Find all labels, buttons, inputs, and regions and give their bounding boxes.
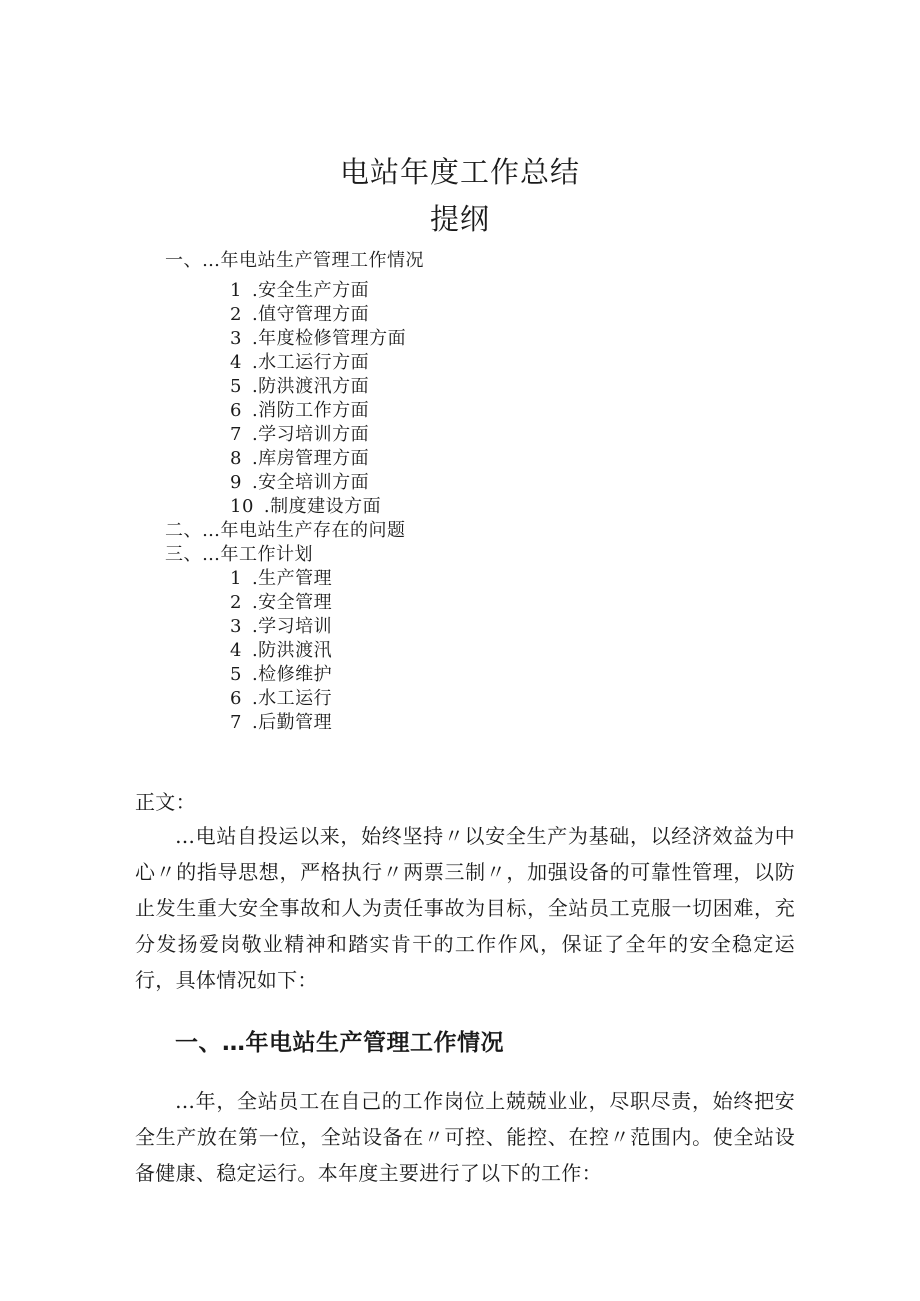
outline-item-number: 4 [230,640,242,661]
outline-item [230,666,332,684]
outline-item-number: 2 [230,592,242,613]
outline-item-number: 2 [230,304,242,325]
outline-item-number: 3 [230,328,242,349]
outline-item [230,330,406,348]
outline-item [230,714,332,732]
outline-item-label: .学习培训 [251,616,333,637]
outline-section-2: 二、…年电站生产存在的问题 [165,520,406,541]
outline-item-label: .水工运行 [251,688,333,709]
outline-item-label: .安全培训方面 [251,472,370,493]
document-title: 电站年度工作总结 [339,155,580,189]
outline-item-label: .生产管理 [251,568,333,589]
outline-item-label: .检修维护 [251,664,333,685]
outline-item [230,570,332,588]
outline-item-number: 6 [230,688,242,709]
outline-section-1: 一、…年电站生产管理工作情况 [165,250,424,271]
outline-item-number: 3 [230,616,242,637]
outline-item [230,378,369,396]
outline-item [230,426,369,444]
outline-item-label: .水工运行方面 [251,352,370,373]
outline-item [230,282,369,300]
outline-item [230,642,332,660]
outline-item-number: 7 [230,712,242,733]
outline-item-number: 6 [230,400,242,421]
outline-item [230,690,332,708]
outline-item-number: 1 [230,568,242,589]
outline-item [230,618,332,636]
section-1-heading: 一、…年电站生产管理工作情况 [175,1030,504,1056]
outline-heading: 提纲 [429,202,490,236]
outline-item-label: .后勤管理 [251,712,333,733]
outline-item-label: .制度建设方面 [263,496,382,517]
outline-item-number: 7 [230,424,242,445]
outline-item-label: .安全管理 [251,592,333,613]
outline-item-number: 9 [230,472,242,493]
outline-item-number: 8 [230,448,242,469]
outline-item-label: .消防工作方面 [251,400,370,421]
outline-section-3: 三、…年工作计划 [165,544,313,565]
outline-item-label: .值守管理方面 [251,304,370,325]
outline-item-label: .年度检修管理方面 [251,328,407,349]
outline-item [230,354,369,372]
outline-item [230,498,381,516]
outline-item-number: 10 [230,496,254,517]
section-1-paragraph: …年，全站员工在自己的工作岗位上兢兢业业，尽职尽责，始终把安全生产放在第一位，全站设备在〃可控、能控、在控〃范围内。使全站设备健康、稳定运行。本年度主要进行了以下的工作： [135,1089,795,1185]
outline-item-label: .学习培训方面 [251,424,370,445]
outline-item-label: .库房管理方面 [251,448,370,469]
outline-item [230,594,332,612]
outline-item-label: .防洪渡汛方面 [251,376,370,397]
outline-item-label: .防洪渡汛 [251,640,333,661]
outline-item-number: 1 [230,280,242,301]
body-label: 正文： [135,790,196,814]
outline-item-label: .安全生产方面 [251,280,370,301]
outline-item-number: 5 [230,376,242,397]
outline-item [230,402,369,420]
intro-paragraph: …电站自投运以来，始终坚持〃以安全生产为基础，以经济效益为中心〃的指导思想，严格执行〃两票三制〃，加强设备的可靠性管理，以防止发生重大安全事故和人为责任事故为目标，全站员工克服一切困难，充分发扬爱岗敬业精神和踏实肯干的工作作风，保证了全年的安全稳定运行，具体情况如下： [135,824,795,992]
outline-item [230,474,369,492]
outline-item-number: 4 [230,352,242,373]
outline-item [230,450,369,468]
outline-item-number: 5 [230,664,242,685]
outline-item [230,306,369,324]
